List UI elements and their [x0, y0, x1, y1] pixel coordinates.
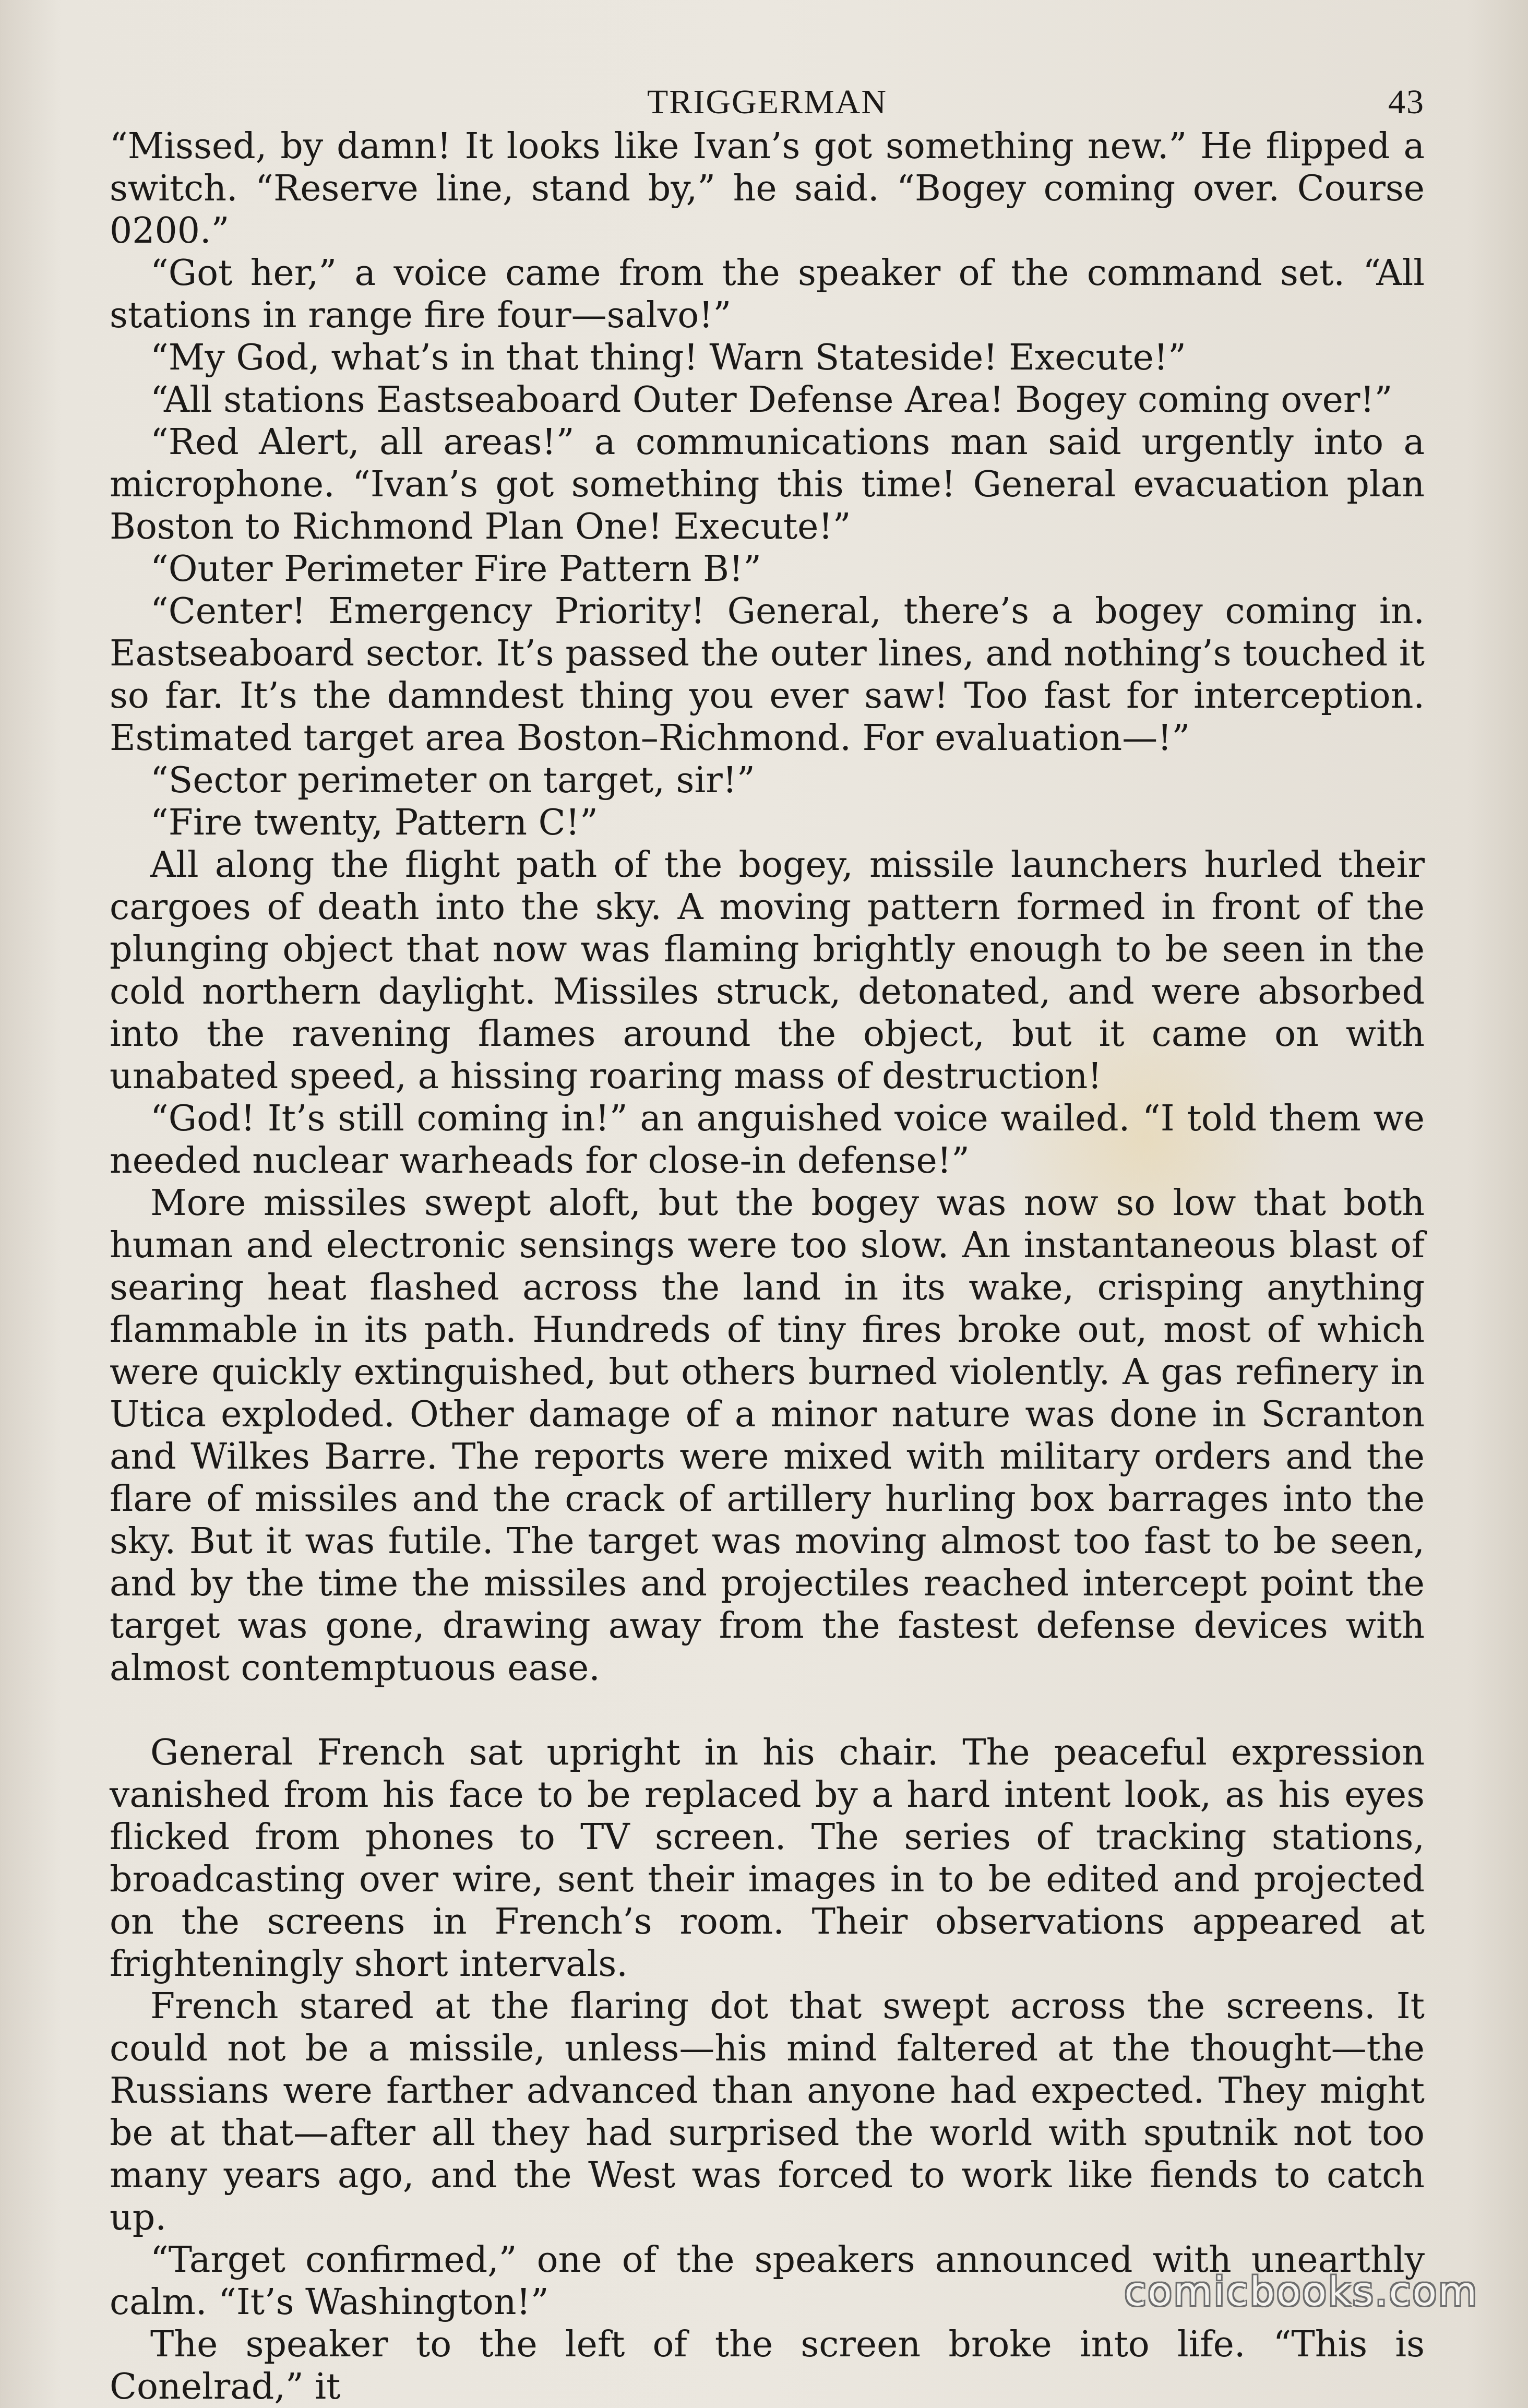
running-title: TRIGGERMAN — [647, 83, 887, 121]
paragraph: The speaker to the left of the screen broke into life. “This is Conelrad,” it — [110, 2324, 1425, 2407]
page-number: 43 — [1388, 83, 1425, 121]
paragraph: All along the flight path of the bogey, missile launchers hurled their cargoes of death into the sky. A moving pattern formed in front of the plunging object that now was flaming brightly enough to be seen in the cold northern daylight. Missiles struck, detonated, and were absorbed into the ravening flames around the object, but it came on with unabated speed, a hissing roaring mass of destruction! — [110, 844, 1425, 1097]
body-text — [110, 125, 1425, 2408]
paragraph: “My God, what’s in that thing! Warn Stateside! Execute!” — [150, 337, 1186, 378]
paragraph: “Red Alert, all areas!” a communications man said urgently into a microphone. “Ivan’s got something this time! General evacuation plan Boston to Richmond Plan One! Execute!” — [110, 422, 1425, 547]
paragraph: “Got her,” a voice came from the speaker of the command set. “All stations in range fire four—salvo!” — [110, 253, 1425, 336]
running-header — [110, 78, 1425, 125]
paragraph: “God! It’s still coming in!” an anguished voice wailed. “I told them we needed nuclear warheads for close-in defense!” — [110, 1098, 1425, 1182]
paragraph: “Missed, by damn! It looks like Ivan’s got something new.” He flipped a switch. “Reserve line, stand by,” he said. “Bogey coming over. Course 0200.” — [110, 126, 1425, 252]
watermark: comicbooks.com — [1124, 2268, 1478, 2315]
paragraph: “Outer Perimeter Fire Pattern B!” — [150, 549, 762, 590]
paragraph: General French sat upright in his chair. The peaceful expression vanished from his face to be replaced by a hard intent look, as his eyes flicked from phones to TV screen. The series of tracking stations, broadcasting over wire, sent their images in to be edited and projected on the screens in French’s room. Their observations appeared at frighteningly short intervals. — [110, 1732, 1425, 1985]
paragraph: “Target confirmed,” one of the speakers announced with unearthly calm. “It’s Washington!” — [110, 2239, 1425, 2323]
section-break — [110, 1689, 1425, 1732]
paragraph: “Center! Emergency Priority! General, there’s a bogey coming in. Eastseaboard sector. It’s passed the outer lines, and nothing’s touched it so far. It’s the damndest thing you ever saw! Too fast for interception. Estimated target area Boston–Richmond. For evaluation—!” — [110, 591, 1425, 759]
paragraph: More missiles swept aloft, but the bogey was now so low that both human and electronic sensings were too slow. An instantaneous blast of searing heat flashed across the land in its wake, crisping anything flammable in its path. Hundreds of tiny fires broke out, most of which were quickly extinguished, but others burned violently. A gas refinery in Utica exploded. Other damage of a minor nature was done in Scranton and Wilkes Barre. The reports were mixed with military orders and the flare of missiles and the crack of artillery hurling box barrages into the sky. But it was futile. The target was moving almost too fast to be seen, and by the time the missiles and projectiles reached intercept point the target was gone, drawing away from the fastest defense devices with almost contemptuous ease. — [110, 1183, 1425, 1689]
paragraph: “Fire twenty, Pattern C!” — [150, 802, 598, 843]
paragraph: “Sector perimeter on target, sir!” — [150, 760, 755, 801]
paragraph: French stared at the flaring dot that swept across the screens. It could not be a missile, unless—his mind faltered at the thought—the Russians were farther advanced than anyone had expected. They might be at that—after all they had surprised the world with sputnik not too many years ago, and the West was forced to work like fiends to catch up. — [110, 1986, 1425, 2238]
book-page — [110, 78, 1425, 2408]
paragraph: “All stations Eastseaboard Outer Defense Area! Bogey coming over!” — [150, 379, 1393, 421]
